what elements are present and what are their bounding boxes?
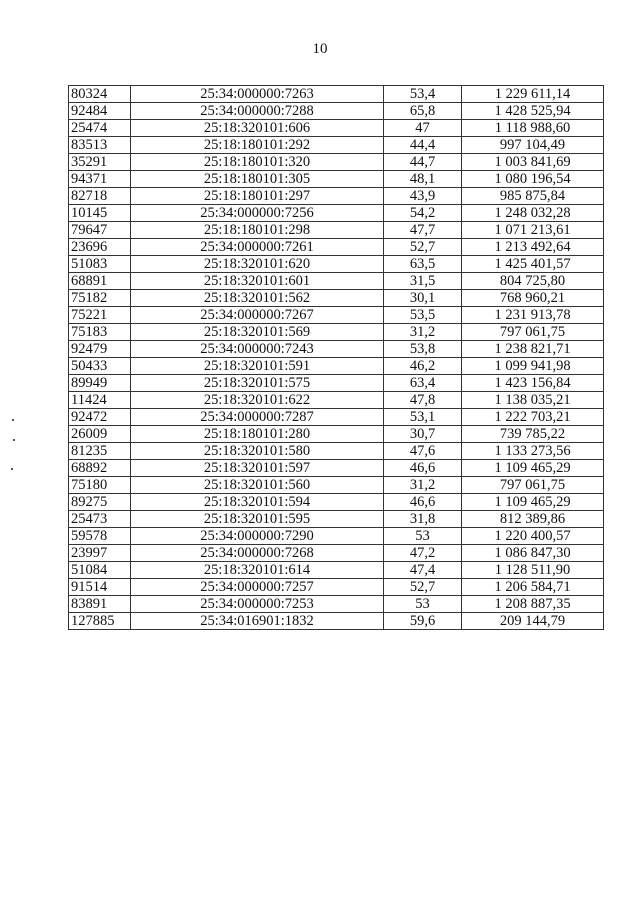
- table-row: [69, 375, 604, 392]
- area-cell: 53: [384, 596, 462, 613]
- cadastral-value-cell: 1 003 841,69: [462, 154, 604, 171]
- object-id-cell: 83891: [69, 596, 131, 613]
- area-cell: 47,4: [384, 562, 462, 579]
- table-row: [69, 239, 604, 256]
- object-id-cell: 80324: [69, 86, 131, 103]
- cadastral-number-cell: 25:34:000000:7290: [131, 528, 384, 545]
- table-row: [69, 341, 604, 358]
- table-row: [69, 511, 604, 528]
- area-cell: 31,8: [384, 511, 462, 528]
- area-cell: 53: [384, 528, 462, 545]
- table-row: [69, 103, 604, 120]
- cadastral-number-cell: 25:34:000000:7267: [131, 307, 384, 324]
- cadastral-value-cell: 1 208 887,35: [462, 596, 604, 613]
- area-cell: 54,2: [384, 205, 462, 222]
- table-row: [69, 545, 604, 562]
- area-cell: 46,6: [384, 494, 462, 511]
- table-row: [69, 273, 604, 290]
- area-cell: 47,7: [384, 222, 462, 239]
- object-id-cell: 35291: [69, 154, 131, 171]
- cadastral-number-cell: 25:34:000000:7257: [131, 579, 384, 596]
- cadastral-number-cell: 25:18:320101:562: [131, 290, 384, 307]
- object-id-cell: 59578: [69, 528, 131, 545]
- cadastral-value-cell: 1 118 988,60: [462, 120, 604, 137]
- cadastral-value-cell: 1 133 273,56: [462, 443, 604, 460]
- table-row: [69, 137, 604, 154]
- object-id-cell: 50433: [69, 358, 131, 375]
- object-id-cell: 68891: [69, 273, 131, 290]
- cadastral-value-cell: 1 071 213,61: [462, 222, 604, 239]
- object-id-cell: 79647: [69, 222, 131, 239]
- cadastral-number-cell: 25:34:016901:1832: [131, 613, 384, 630]
- object-id-cell: 11424: [69, 392, 131, 409]
- cadastral-number-cell: 25:18:180101:297: [131, 188, 384, 205]
- object-id-cell: 25473: [69, 511, 131, 528]
- cadastral-value-cell: 1 206 584,71: [462, 579, 604, 596]
- object-id-cell: 23696: [69, 239, 131, 256]
- table-row: [69, 205, 604, 222]
- scan-speck: [12, 419, 14, 421]
- cadastral-number-cell: 25:18:320101:594: [131, 494, 384, 511]
- area-cell: 30,7: [384, 426, 462, 443]
- table-row: [69, 120, 604, 137]
- cadastral-number-cell: 25:34:000000:7268: [131, 545, 384, 562]
- object-id-cell: 81235: [69, 443, 131, 460]
- object-id-cell: 91514: [69, 579, 131, 596]
- object-id-cell: 94371: [69, 171, 131, 188]
- object-id-cell: 82718: [69, 188, 131, 205]
- cadastral-value-cell: 768 960,21: [462, 290, 604, 307]
- table-row: [69, 256, 604, 273]
- property-table: [68, 85, 604, 630]
- object-id-cell: 89949: [69, 375, 131, 392]
- table-row: [69, 307, 604, 324]
- cadastral-number-cell: 25:18:320101:601: [131, 273, 384, 290]
- cadastral-number-cell: 25:18:320101:560: [131, 477, 384, 494]
- cadastral-value-cell: 1 248 032,28: [462, 205, 604, 222]
- cadastral-value-cell: 209 144,79: [462, 613, 604, 630]
- cadastral-number-cell: 25:34:000000:7288: [131, 103, 384, 120]
- area-cell: 47,8: [384, 392, 462, 409]
- table-row: [69, 392, 604, 409]
- cadastral-value-cell: 1 231 913,78: [462, 307, 604, 324]
- object-id-cell: 75183: [69, 324, 131, 341]
- cadastral-number-cell: 25:34:000000:7287: [131, 409, 384, 426]
- cadastral-value-cell: 1 229 611,14: [462, 86, 604, 103]
- table-row: [69, 222, 604, 239]
- object-id-cell: 127885: [69, 613, 131, 630]
- cadastral-number-cell: 25:18:320101:569: [131, 324, 384, 341]
- cadastral-number-cell: 25:34:000000:7261: [131, 239, 384, 256]
- table-row: [69, 579, 604, 596]
- area-cell: 43,9: [384, 188, 462, 205]
- area-cell: 52,7: [384, 239, 462, 256]
- cadastral-number-cell: 25:34:000000:7256: [131, 205, 384, 222]
- cadastral-number-cell: 25:18:180101:320: [131, 154, 384, 171]
- area-cell: 52,7: [384, 579, 462, 596]
- cadastral-number-cell: 25:18:180101:298: [131, 222, 384, 239]
- table-row: [69, 443, 604, 460]
- cadastral-number-cell: 25:18:180101:292: [131, 137, 384, 154]
- area-cell: 53,4: [384, 86, 462, 103]
- cadastral-number-cell: 25:18:320101:595: [131, 511, 384, 528]
- cadastral-value-cell: 1 086 847,30: [462, 545, 604, 562]
- table-row: [69, 477, 604, 494]
- table-row: [69, 290, 604, 307]
- object-id-cell: 51083: [69, 256, 131, 273]
- object-id-cell: 89275: [69, 494, 131, 511]
- table-row: [69, 426, 604, 443]
- cadastral-number-cell: 25:18:320101:614: [131, 562, 384, 579]
- cadastral-value-cell: 1 099 941,98: [462, 358, 604, 375]
- area-cell: 31,2: [384, 324, 462, 341]
- cadastral-value-cell: 1 109 465,29: [462, 460, 604, 477]
- table-row: [69, 494, 604, 511]
- scan-speck: [11, 468, 13, 470]
- area-cell: 47,2: [384, 545, 462, 562]
- cadastral-value-cell: 1 428 525,94: [462, 103, 604, 120]
- table-row: [69, 460, 604, 477]
- table-row: [69, 562, 604, 579]
- area-cell: 65,8: [384, 103, 462, 120]
- cadastral-number-cell: 25:18:320101:597: [131, 460, 384, 477]
- table-body: [69, 86, 604, 630]
- area-cell: 63,5: [384, 256, 462, 273]
- object-id-cell: 83513: [69, 137, 131, 154]
- object-id-cell: 75180: [69, 477, 131, 494]
- area-cell: 31,5: [384, 273, 462, 290]
- area-cell: 44,7: [384, 154, 462, 171]
- area-cell: 30,1: [384, 290, 462, 307]
- object-id-cell: 23997: [69, 545, 131, 562]
- cadastral-number-cell: 25:18:320101:622: [131, 392, 384, 409]
- scan-speck: [13, 439, 15, 441]
- cadastral-number-cell: 25:18:320101:575: [131, 375, 384, 392]
- table-row: [69, 154, 604, 171]
- object-id-cell: 68892: [69, 460, 131, 477]
- object-id-cell: 75221: [69, 307, 131, 324]
- cadastral-value-cell: 1 080 196,54: [462, 171, 604, 188]
- object-id-cell: 26009: [69, 426, 131, 443]
- area-cell: 31,2: [384, 477, 462, 494]
- cadastral-number-cell: 25:34:000000:7263: [131, 86, 384, 103]
- cadastral-number-cell: 25:18:320101:606: [131, 120, 384, 137]
- cadastral-number-cell: 25:18:180101:280: [131, 426, 384, 443]
- cadastral-value-cell: 997 104,49: [462, 137, 604, 154]
- area-cell: 46,2: [384, 358, 462, 375]
- table-row: [69, 86, 604, 103]
- table-row: [69, 324, 604, 341]
- cadastral-value-cell: 1 423 156,84: [462, 375, 604, 392]
- area-cell: 48,1: [384, 171, 462, 188]
- cadastral-value-cell: 804 725,80: [462, 273, 604, 290]
- area-cell: 44,4: [384, 137, 462, 154]
- area-cell: 53,8: [384, 341, 462, 358]
- object-id-cell: 92479: [69, 341, 131, 358]
- cadastral-value-cell: 1 213 492,64: [462, 239, 604, 256]
- cadastral-number-cell: 25:34:000000:7243: [131, 341, 384, 358]
- cadastral-number-cell: 25:18:320101:591: [131, 358, 384, 375]
- cadastral-value-cell: 739 785,22: [462, 426, 604, 443]
- area-cell: 53,5: [384, 307, 462, 324]
- cadastral-number-cell: 25:18:320101:620: [131, 256, 384, 273]
- area-cell: 53,1: [384, 409, 462, 426]
- table-row: [69, 596, 604, 613]
- table-row: [69, 171, 604, 188]
- object-id-cell: 51084: [69, 562, 131, 579]
- area-cell: 47: [384, 120, 462, 137]
- area-cell: 47,6: [384, 443, 462, 460]
- cadastral-number-cell: 25:18:180101:305: [131, 171, 384, 188]
- object-id-cell: 92472: [69, 409, 131, 426]
- cadastral-value-cell: 985 875,84: [462, 188, 604, 205]
- area-cell: 63,4: [384, 375, 462, 392]
- cadastral-value-cell: 1 238 821,71: [462, 341, 604, 358]
- cadastral-value-cell: 1 138 035,21: [462, 392, 604, 409]
- table-row: [69, 613, 604, 630]
- object-id-cell: 75182: [69, 290, 131, 307]
- object-id-cell: 10145: [69, 205, 131, 222]
- cadastral-value-cell: 1 109 465,29: [462, 494, 604, 511]
- object-id-cell: 25474: [69, 120, 131, 137]
- cadastral-value-cell: 797 061,75: [462, 324, 604, 341]
- cadastral-value-cell: 1 220 400,57: [462, 528, 604, 545]
- table-row: [69, 528, 604, 545]
- cadastral-value-cell: 1 128 511,90: [462, 562, 604, 579]
- cadastral-number-cell: 25:18:320101:580: [131, 443, 384, 460]
- cadastral-value-cell: 797 061,75: [462, 477, 604, 494]
- cadastral-value-cell: 1 222 703,21: [462, 409, 604, 426]
- table-row: [69, 409, 604, 426]
- cadastral-number-cell: 25:34:000000:7253: [131, 596, 384, 613]
- table-row: [69, 358, 604, 375]
- table-row: [69, 188, 604, 205]
- page-number: 10: [312, 41, 328, 57]
- area-cell: 46,6: [384, 460, 462, 477]
- area-cell: 59,6: [384, 613, 462, 630]
- cadastral-value-cell: 1 425 401,57: [462, 256, 604, 273]
- object-id-cell: 92484: [69, 103, 131, 120]
- cadastral-value-cell: 812 389,86: [462, 511, 604, 528]
